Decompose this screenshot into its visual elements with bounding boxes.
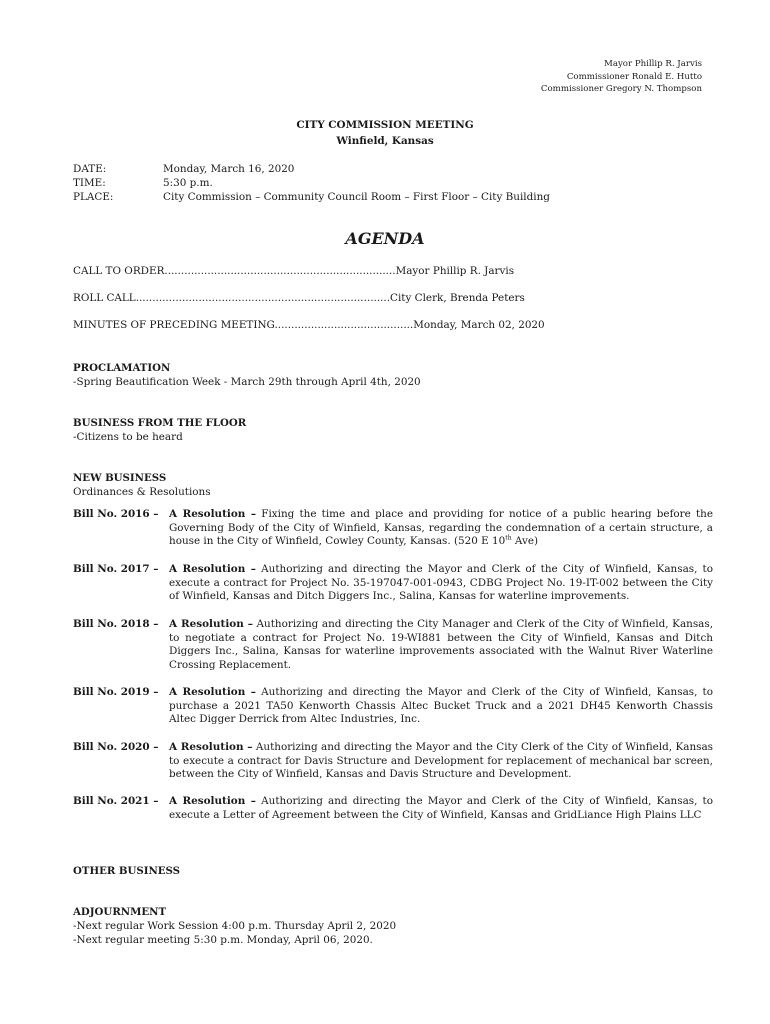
commissioner-list — [541, 58, 702, 96]
roll-call-item — [73, 292, 525, 304]
place-label: PLACE: — [73, 191, 114, 203]
proclamation-heading: PROCLAMATION — [73, 362, 171, 374]
bill-description — [169, 563, 713, 604]
business-floor-heading: BUSINESS FROM THE FLOOR — [73, 417, 247, 429]
bill-number: Bill No. 2016 – — [73, 508, 159, 520]
new-business-heading: NEW BUSINESS — [73, 472, 167, 484]
bill-text: Authorizing and directing the Mayor and Clerk of the City of Winfield, Kansas, to execute a Letter of Agreement between the City of Winfield, Kansas and GridLiance High Plains LLC — [169, 795, 713, 821]
bill-item — [73, 563, 713, 604]
date-label: DATE: — [73, 163, 107, 175]
call-to-order-value: Mayor Phillip R. Jarvis — [395, 265, 515, 277]
bill-item — [73, 795, 713, 822]
commissioner-name: Mayor Phillip R. Jarvis — [604, 59, 702, 69]
call-to-order-item — [73, 265, 514, 277]
bill-title: A Resolution – — [169, 618, 253, 630]
leader-dots: ............................................................................. — [135, 292, 391, 304]
leader-dots: .......................................... — [274, 319, 414, 331]
bill-item — [73, 686, 713, 727]
minutes-item — [73, 319, 545, 331]
bill-title: A Resolution – — [169, 741, 253, 753]
adjournment-section — [73, 905, 396, 947]
bill-item — [73, 618, 713, 673]
bill-description — [169, 618, 713, 673]
bill-title: A Resolution – — [169, 795, 256, 807]
proclamation-section — [73, 361, 421, 389]
bill-number: Bill No. 2018 – — [73, 618, 159, 630]
adjournment-line: -Next regular Work Session 4:00 p.m. Thursday April 2, 2020 — [73, 920, 397, 932]
leader-dots: ...................................................................... — [164, 265, 396, 277]
meeting-location-title: Winfield, Kansas — [336, 135, 434, 147]
roll-call-value: City Clerk, Brenda Peters — [390, 292, 525, 304]
business-floor-text: -Citizens to be heard — [73, 431, 183, 443]
time-row — [73, 176, 550, 190]
time-label: TIME: — [73, 177, 106, 189]
time-value: 5:30 p.m. — [163, 177, 213, 189]
roll-call-label: ROLL CALL — [73, 292, 136, 304]
bill-number: Bill No. 2017 – — [73, 563, 159, 575]
bill-title: A Resolution – — [169, 686, 256, 698]
date-value: Monday, March 16, 2020 — [163, 163, 295, 175]
bill-text: Authorizing and directing the City Manager and Clerk of the City of Winfield, Kansas, to negotiate a contract for Project No. 19-WI881 between the City of Winfield, Kansas and Ditch Diggers Inc., Salina, Kansas for waterline improvements associated with the Walnut River Waterline Crossing Replacement. — [169, 618, 713, 672]
place-value: City Commission – Community Council Room – First Floor – City Building — [163, 191, 550, 203]
date-row — [73, 162, 550, 176]
call-to-order-label: CALL TO ORDER — [73, 265, 165, 277]
bill-text: Authorizing and directing the Mayor and Clerk of the City of Winfield, Kansas, to execute a contract for Project No. 35-197047-001-0943, CDBG Project No. 19-IT-002 between the City of Winfield, Kansas and Ditch Diggers Inc., Salina, Kansas for waterline improvements. — [169, 563, 713, 603]
bill-superscript: th — [505, 534, 512, 542]
other-business-heading: OTHER BUSINESS — [73, 865, 181, 877]
bill-number: Bill No. 2019 – — [73, 686, 159, 698]
other-business-section — [73, 864, 180, 878]
adjournment-heading: ADJOURNMENT — [73, 906, 167, 918]
bill-item — [73, 741, 713, 782]
agenda-heading: AGENDA — [345, 229, 425, 248]
bill-text: Authorizing and directing the Mayor and the City Clerk of the City of Winfield, Kansas to execute a contract for Davis Structure and Development for replacement of mechanical bar screen, between the City of Winfield, Kansas and Davis Structure and Development. — [169, 741, 713, 781]
bill-text-tail: Ave) — [511, 535, 539, 548]
proclamation-text: -Spring Beautification Week - March 29th through April 4th, 2020 — [73, 376, 421, 388]
bill-number: Bill No. 2021 – — [73, 795, 159, 807]
meeting-title: CITY COMMISSION MEETING — [296, 119, 474, 131]
commissioner-name: Commissioner Gregory N. Thompson — [540, 84, 702, 94]
adjournment-line: -Next regular meeting 5:30 p.m. Monday, April 06, 2020. — [73, 934, 373, 946]
commissioner-name: Commissioner Ronald E. Hutto — [566, 71, 702, 82]
bill-number: Bill No. 2020 – — [73, 741, 159, 753]
bill-item — [73, 508, 713, 549]
place-row — [73, 190, 550, 204]
minutes-label: MINUTES OF PRECEDING MEETING — [73, 319, 275, 331]
bill-description — [169, 686, 713, 727]
bill-text: Fixing the time and place and providing for notice of a public hearing before the Governing Body of the City of Winfield, Kansas, regarding the condemnation of a certain structure, a house in the City of Winfield, Cowley County, Kansas. (520 E 10 — [169, 508, 713, 548]
new-business-subheading: Ordinances & Resolutions — [73, 486, 211, 498]
bill-description — [169, 741, 713, 782]
meeting-details — [73, 162, 550, 204]
bill-title: A Resolution – — [169, 563, 256, 575]
bill-description — [169, 795, 713, 822]
minutes-value: Monday, March 02, 2020 — [413, 319, 545, 331]
business-floor-section — [73, 416, 246, 444]
bill-description — [169, 508, 713, 549]
bill-title: A Resolution – — [169, 508, 257, 520]
new-business-section — [73, 471, 211, 499]
bill-text: Authorizing and directing the Mayor and Clerk of the City of Winfield, Kansas, to purchase a 2021 TA50 Kenworth Chassis Altec Bucket Truck and a 2021 DH45 Kenworth Chassis Altec Digger Derrick from Altec Industries, Inc. — [169, 686, 713, 726]
